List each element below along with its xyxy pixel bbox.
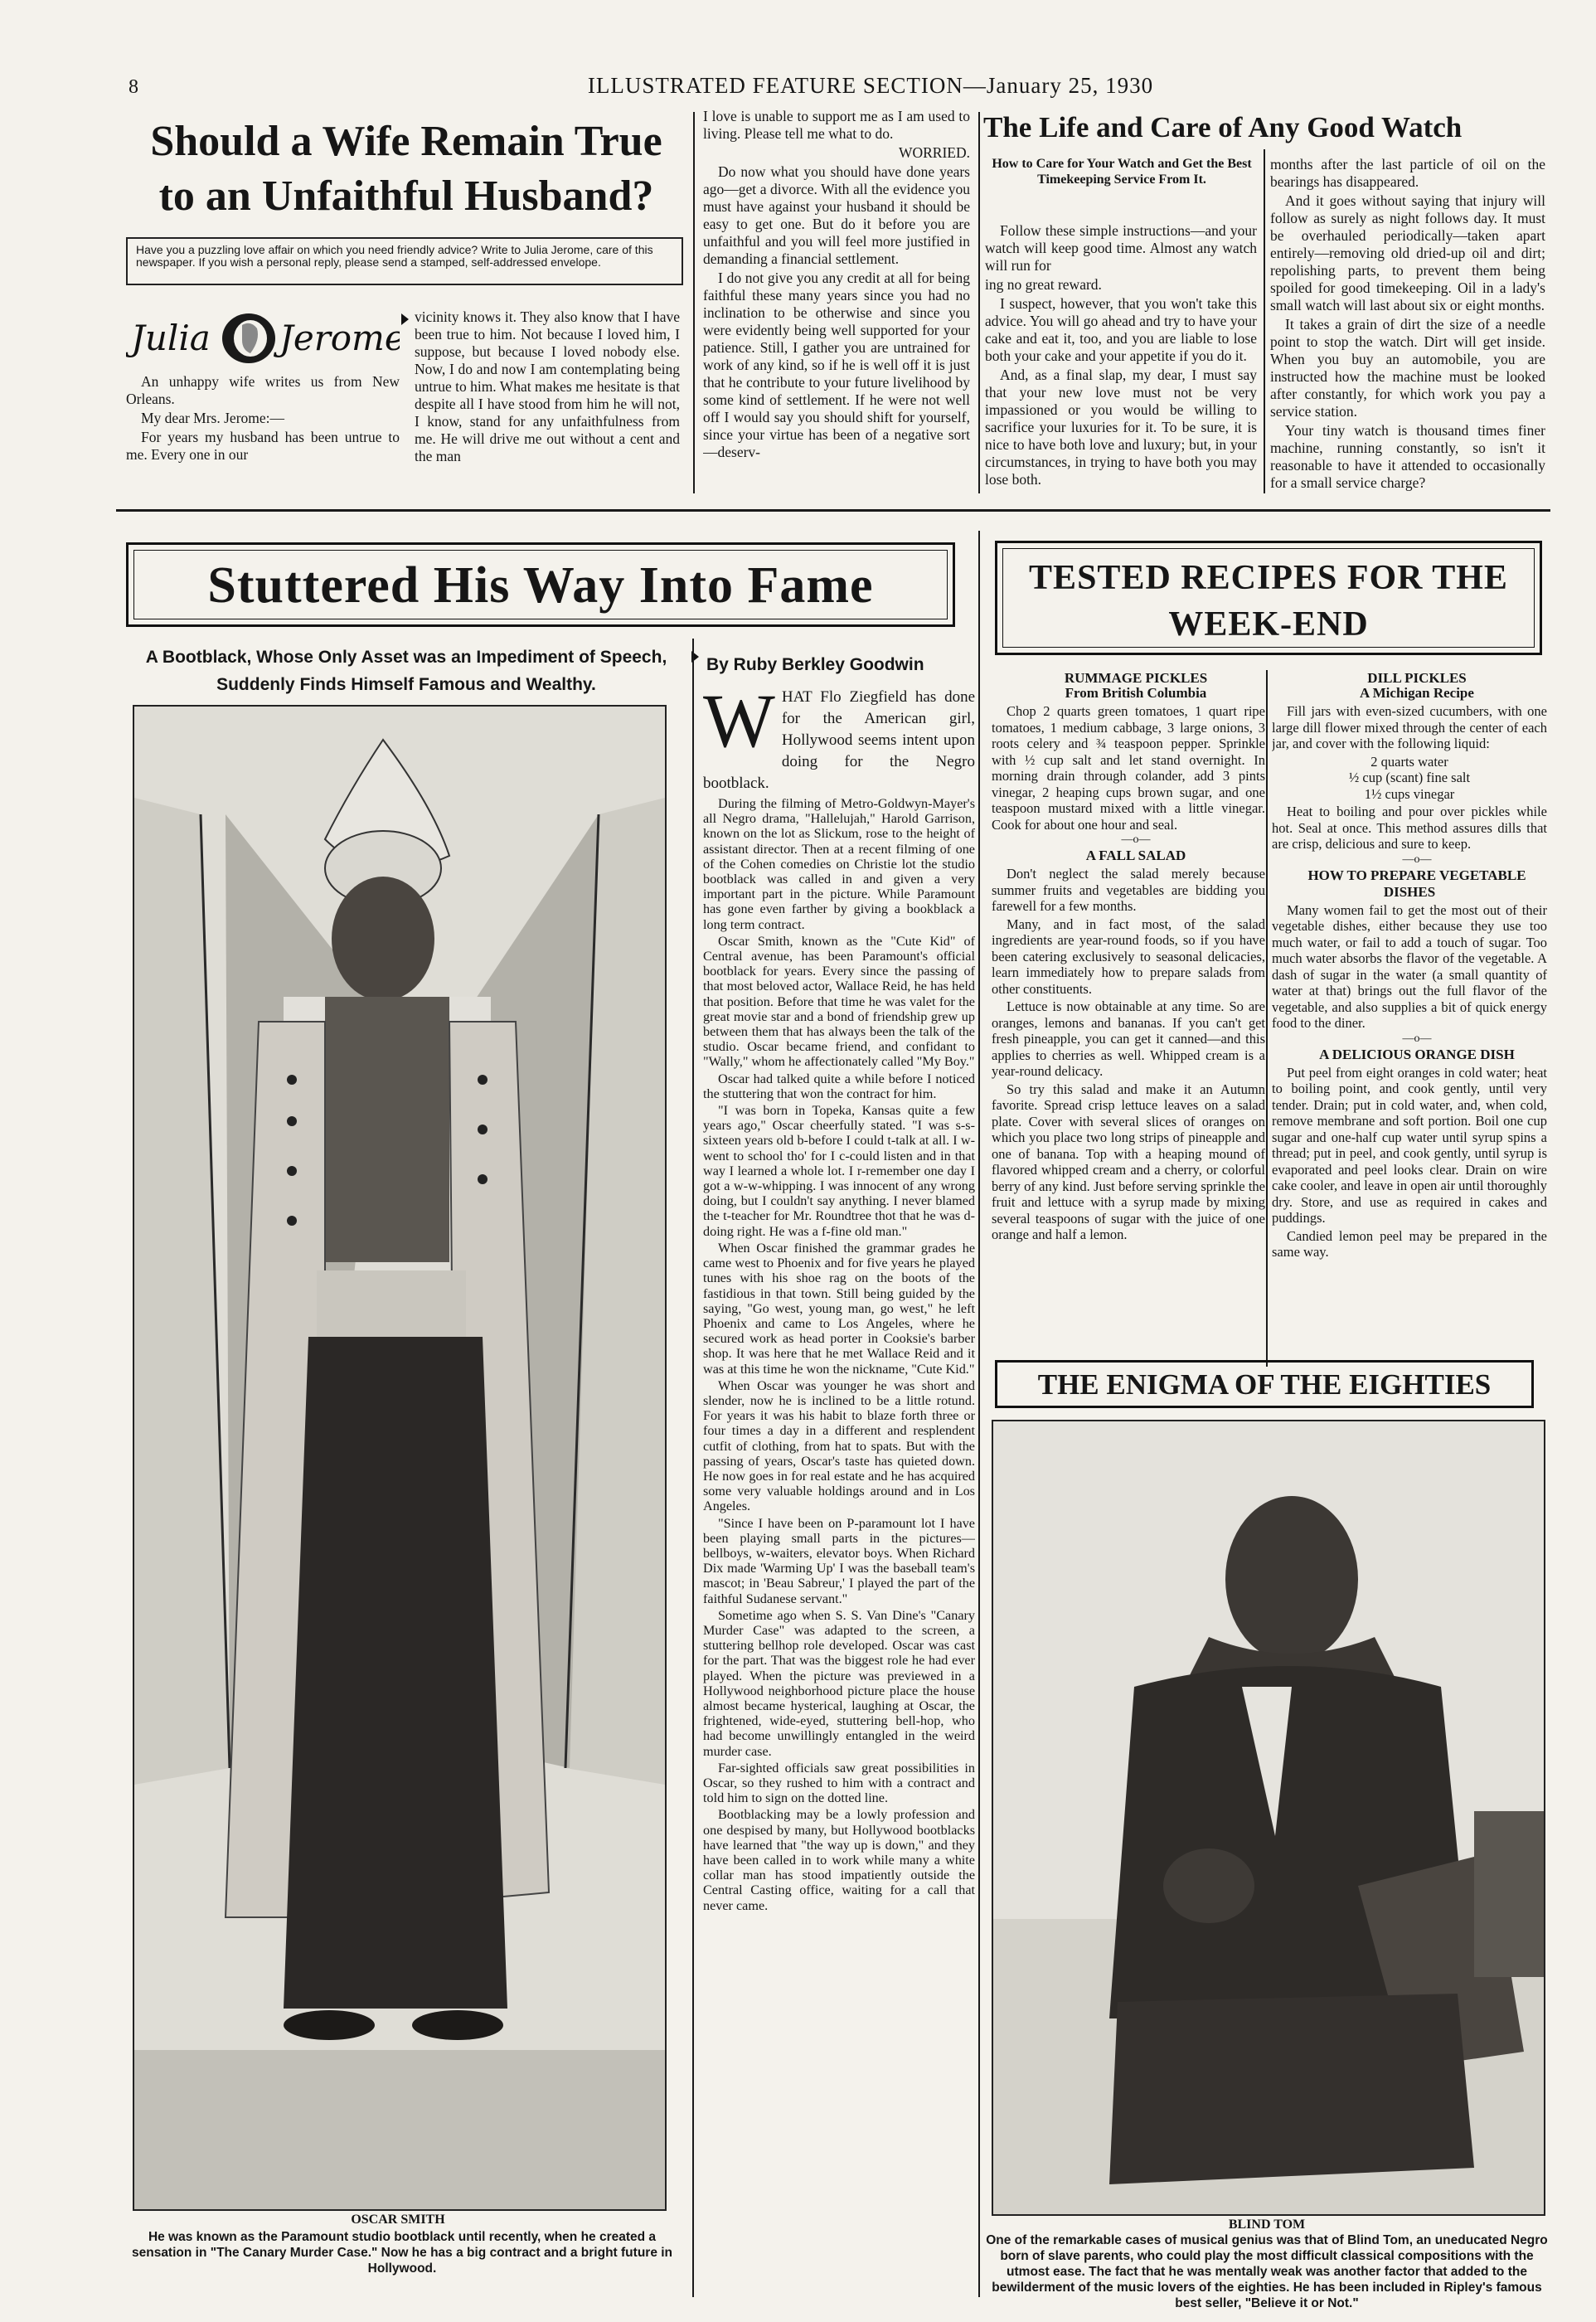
watch-subhead: How to Care for Your Watch and Get the Best Timekeeping Service From It. bbox=[992, 157, 1252, 187]
stutter-article bbox=[703, 687, 975, 2304]
advice-intro: Have you a puzzling love affair on which you need friendly advice? Write to Julia Jerome, care of this newspaper. If you wish a personal reply, please send a stamped, self-addressed envelope. bbox=[136, 243, 653, 269]
column-rule bbox=[1266, 670, 1268, 1367]
salad-title: A FALL SALAD bbox=[1085, 848, 1186, 863]
advice-col2 bbox=[415, 308, 680, 491]
stutter-lead: HAT Flo Ziegfield has done for the American girl, Hollywood seems intent upon doing for the Negro bootblack. bbox=[703, 688, 975, 792]
oscar-caption: He was known as the Paramount studio bootblack until recently, when he created a sensation in "The Canary Murder Case." Now he has a big contract and a bright future in Hollywood. bbox=[131, 2230, 673, 2276]
advice-bullet bbox=[401, 313, 409, 325]
dill-text: Fill jars with even-sized cucumbers, with one large dill flower mixed through the center of each jar, and cover with the following liquid: bbox=[1272, 703, 1547, 751]
watch-col2-p3: It takes a grain of dirt the size of a needle point to stop the watch. Dirt will get inside. When you buy an automobile, you are instructed how the machine must be looked after constantly, for which work you pay a service station. bbox=[1270, 316, 1545, 420]
advice-headline-line2: to an Unfaithful Husband? bbox=[158, 172, 654, 220]
column-rule bbox=[1264, 149, 1265, 493]
column-rule bbox=[693, 112, 695, 493]
watch-col2 bbox=[1270, 156, 1545, 494]
rummage-text: Chop 2 quarts green tomatoes, 1 quart ripe tomatoes, 1 medium cabbage, 3 large onions, 3 roots celery and ¾ teaspoon pepper. Sprinkle with ½ cup salt and let stand overnight. In morning drain through colander, add 3 pints vinegar, 2 heaping cups brown sugar, and one teaspoon mustard mixed with a little vinegar. Cook for about one hour and seal. bbox=[992, 703, 1265, 833]
advice-col3 bbox=[703, 108, 970, 494]
stutter-p7: "Since I have been on P-paramount lot I have been playing small parts in the pictures—bellboys, w-waiters, elevator boys. When Richard Dix made 'Warming Up' I was the baseball team's mascot; in 'Beau Sabreur,' I played the part of the faithful Sudanese servant." bbox=[703, 1515, 975, 1606]
advice-intro-box bbox=[126, 237, 683, 285]
advice-reply-p2: I do not give you any credit at all for being faithful these many years since you had no inclination to be otherwise and since you were evidently being well supported for your patience. Still, I gather you are untrained for work of any kind, so if he is well off it is just that he contribute to your future livelihood by some kind of settlement. If he were not well off I would say you should shift for yourself, since your virtue has been of a negative sort—deserv- bbox=[703, 270, 970, 460]
advice-headline-line1: Should a Wife Remain True bbox=[150, 118, 662, 165]
dill-subtitle: A Michigan Recipe bbox=[1360, 685, 1474, 701]
stutter-dropcap: W bbox=[703, 687, 775, 763]
watch-col1 bbox=[985, 222, 1257, 494]
section-header: ILLUSTRATED FEATURE SECTION—January 25, 1930 bbox=[587, 73, 1154, 98]
stutter-p1: During the filming of Metro-Goldwyn-Mayer's all Negro drama, "Hallelujah," Harold Garrison, known on the lot as Slickum, rose to the height of assistant director. Then at a recent filming of one of the Cohen comedies on Christie lot the studio bootblack was called in and given a very important part in the picture. While Paramount has gone even farther by giving a bookblack a long term contract. bbox=[703, 796, 975, 932]
stutter-p2: Oscar Smith, known as the "Cute Kid" of Central avenue, has been Paramount's official bootblack for years. Every since the passing of that most beloved actor, Wallace Reid, he has held that position. Before that time he was valet for the great movie star and a bond of friendship grew up between them that has always been the talk of the studio. Oscar became friend, and confidant to "Wally," whom he affectionately called "My Boy." bbox=[703, 933, 975, 1070]
orange-p1: Put peel from eight oranges in cold water; heat to boiling point, and cook gently, until very tender. Drain; put in cold water, and, when cold, remove membrane and soft portion. Boil one cup sugar and one-half cup water until syrup spins a thread; put in peel, and cook gently, until syrup is evaporated and peel looks clear. Drain on wire cake cooler, and leave in open air until thoroughly dry. Store, and use as required in cakes and puddings. bbox=[1272, 1064, 1547, 1226]
watch-col2-p2: And it goes without saying that injury will follow as surely as night follows day. It must be overhauled periodically—taken apart entirely—removing old dried-up oil and dirt; repolishing parts, to prevent them being spoiled for good timekeeping. Oil in a lady's small watch will last about six or eight months. bbox=[1270, 192, 1545, 313]
svg-text:Julia: Julia bbox=[131, 318, 211, 358]
dill-text2: Heat to boiling and pour over pickles while hot. Seal at once. This method assures dills that are crisp, delicious and sure to keep. bbox=[1272, 804, 1547, 852]
watch-col1-p2: ing no great reward. bbox=[985, 276, 1102, 293]
watch-col1-p4: And, as a final slap, my dear, I must say that your new love must not be very impassioned or you would be willing to sacrifice your luxuries for it. To be sure, it is nice to have both love and luxury; but, in your circumstances, in trying to have both you may lose both. bbox=[985, 367, 1257, 488]
orange-title: A DELICIOUS ORANGE DISH bbox=[1319, 1046, 1515, 1062]
dill-list-3: 1½ cups vinegar bbox=[1364, 785, 1455, 802]
stutter-p9: Far-sighted officials saw great possibilities in Oscar, so they rushed to him with a contract and told him to sign on the dotted line. bbox=[703, 1760, 975, 1806]
svg-text:Jerome: Jerome bbox=[279, 318, 400, 358]
dill-list-1: 2 quarts water bbox=[1370, 753, 1448, 770]
salad-p4: So try this salad and make it an Autumn favorite. Spread crisp lettuce leaves on a salad plate. Cover with several slices of oranges on which you place two long strips of pineapple and one of banana. Top with a heaping mound of flavored whipped cream and a cherry, or colorful berry of any kind. Just before serving sprinkle the fruit and lettuce with a syrup made by mixing several teaspoons of sugar with the juice of one orange and half a lemon. bbox=[992, 1081, 1265, 1242]
page-number: 8 bbox=[129, 76, 138, 98]
recipes-col2 bbox=[1272, 670, 1547, 1367]
horizontal-rule bbox=[116, 509, 1550, 512]
stutter-p4: "I was born in Topeka, Kansas quite a few years ago," Oscar cheerfully stated. "I was s-s-sixteen years old b-before I could t-talk at all. I w-went to school tho' for I c-could listen and in that way I learned a whole lot. I r-remember one day I got a w-w-whipping. I was innocent of any wrong doing, but I couldn't say anything. I never blamed the t-teacher for Mr. Roundtree thot that he was d-doing right. He was a f-fine old man." bbox=[703, 1103, 975, 1239]
blind-tom-photo bbox=[992, 1420, 1545, 2216]
stutter-p3: Oscar had talked quite a while before I noticed the stuttering that won the contract for him. bbox=[703, 1071, 975, 1101]
watch-headline: The Life and Care of Any Good Watch bbox=[983, 111, 1463, 143]
stutter-p8: Sometime ago when S. S. Van Dine's "Canary Murder Case" was adapted to the screen, a stuttering bellhop role developed. Oscar was cast for the part. That was the biggest role he had ever played. When the picture was previewed in a Hollywood neighborhood picture place the house almost became hysterical, laughing at Oscar, the frightened, wide-eyed, stuttering bell-hop, who had become unwillingly entangled in the weird murder case. bbox=[703, 1607, 975, 1759]
blind-tom-caption-title: BLIND TOM bbox=[1228, 2218, 1306, 2232]
recipes-headline-line2: WEEK-END bbox=[1168, 605, 1369, 644]
veg-title: HOW TO PREPARE VEGETABLE DISHES bbox=[1307, 867, 1526, 900]
stutter-p6: When Oscar was younger he was short and slender, now he is inclined to be a little rotund. For years it was his habit to blaze forth three or four times a day in a different and resplendent cutfit of clothing, from hat to spats. But with the passing of years, Oscar's taste has quieted down. He now goes in for real estate and he has acquired some very valuable holdings around and in Los Angeles. bbox=[703, 1377, 975, 1514]
watch-col2-p4: Your tiny watch is thousand times finer machine, running constantly, so isn't it reasonable to have it attended to occasionally for a small service charge? bbox=[1270, 422, 1545, 491]
enigma-headline-box bbox=[995, 1360, 1534, 1408]
dill-title: DILL PICKLES bbox=[1367, 670, 1467, 686]
recipe-separator: —o— bbox=[1402, 853, 1432, 866]
stutter-headline: Stuttered His Way Into Fame bbox=[207, 557, 874, 614]
advice-col1-p1: An unhappy wife writes us from New Orleans. bbox=[126, 373, 400, 407]
salad-p2: Many, and in fact most, of the salad ingredients are year-round foods, so if you have been catering exclusively to seasonal delicacies, learn immediately how to prepare salads from other constituents. bbox=[992, 916, 1265, 997]
advice-col2-text: vicinity knows it. They also know that I have been true to him. Not because I loved him, I suppose, but because I loved nobody else. Now, I do and now I am contemplating being untrue to him. What makes me hesitate is that despite all I have stood from him he will not, I know, stand for any unfaithfulness from me. He will drive me out without a cent and the man bbox=[415, 308, 680, 464]
recipe-separator: —o— bbox=[1121, 833, 1151, 846]
watch-col1-p3: I suspect, however, that you won't take this advice. You will go ahead and try to have your cake and eat it, too, and you are liable to lose both your cake and your appetite if you do it. bbox=[985, 295, 1257, 364]
dill-list-2: ½ cup (scant) fine salt bbox=[1348, 770, 1471, 785]
advice-signature: WORRIED. bbox=[898, 144, 970, 161]
stutter-p10: Bootblacking may be a lowly profession and one despised by many, but Hollywood bootblacks have learned that "the way up is down," and they have been called in to work while many a white collar man has stood impatiently outside the Central Casting office, waiting for a call that never came. bbox=[703, 1807, 975, 1913]
oscar-smith-photo bbox=[133, 705, 667, 2211]
recipes-col1 bbox=[992, 670, 1265, 1367]
advice-reply-p1: Do now what you should have done years ago—get a divorce. With all the evidence you must have against your husband it should be easy to get one. But do it before you are unfaithful and you will feel more justified in demanding a financial settlement. bbox=[703, 163, 970, 267]
column-rule bbox=[978, 112, 980, 493]
veg-text: Many women fail to get the most out of their vegetable dishes, either because they use too much water, or fail to add a touch of sugar. Too much water absorbs the flavor of the vegetable. A dash of sugar in the water (a small quantity of water at that) brings out the full flavor of the vegetable, and also supplies a bit of quick energy food to the diner. bbox=[1272, 901, 1547, 1031]
column-rule bbox=[692, 639, 694, 2297]
enigma-headline: THE ENIGMA OF THE EIGHTIES bbox=[1037, 1368, 1492, 1401]
stutter-p5: When Oscar finished the grammar grades he came west to Phoenix and for five years he played tunes with his shoe rag on the boots of the fastidious in that town. Still being guided by the saying, "Go west, young man, go west," he left Phoenix and came to Los Angeles, where he secured work as head porter in Cooksie's barber shop. It was here that he met Wallace Reid and it was at this time he won the nickname, "Cute Kid." bbox=[703, 1240, 975, 1377]
blind-tom-caption: One of the remarkable cases of musical genius was that of Blind Tom, an uneducated Negro born of slave parents, who could play the most difficult classical compositions with the utmost ease. The fact that he was mentally weak was another factor that added to the bewilderment of the music lovers of the eighties. He has been included in Ripley's famous best seller, "Believe it or Not." bbox=[986, 2233, 1548, 2310]
salad-p3: Lettuce is now obtainable at any time. So are oranges, lemons and bananas. If you can't get fresh pineapple, you can get it canned—and this applies to cherries as well. Whipped cream is a year-round delicacy. bbox=[992, 998, 1265, 1079]
advice-col1 bbox=[126, 373, 400, 489]
advice-letter-end: I love is unable to support me as I am used to living. Please tell me what to do. bbox=[703, 108, 970, 142]
oscar-caption-title: OSCAR SMITH bbox=[351, 2213, 445, 2227]
rummage-subtitle: From British Columbia bbox=[1065, 685, 1207, 701]
stutter-headline-box bbox=[126, 542, 955, 627]
stutter-deck: A Bootblack, Whose Only Asset was an Impediment of Speech, Suddenly Finds Himself Famous and Wealthy. bbox=[145, 648, 667, 694]
advice-col1-p2: My dear Mrs. Jerome:— bbox=[141, 410, 285, 426]
column-rule bbox=[978, 531, 980, 2297]
watch-col2-p1: months after the last particle of oil on the bearings has disappeared. bbox=[1270, 156, 1545, 190]
rummage-title: RUMMAGE PICKLES bbox=[1064, 670, 1208, 686]
advice-col1-p3: For years my husband has been untrue to me. Every one in our bbox=[126, 429, 400, 463]
advice-headline bbox=[116, 114, 696, 224]
julia-jerome-logo bbox=[126, 308, 400, 367]
recipes-headline-line1: TESTED RECIPES FOR THE bbox=[1029, 559, 1508, 597]
recipe-separator: —o— bbox=[1402, 1032, 1432, 1045]
stutter-byline: By Ruby Berkley Goodwin bbox=[706, 655, 924, 674]
salad-p1: Don't neglect the salad merely because summer fruits and vegetables are bidding you farewell for a few months. bbox=[992, 866, 1265, 914]
recipes-headline-box bbox=[995, 541, 1542, 655]
watch-col1-p1: Follow these simple instructions—and your watch will keep good time. Almost any watch will run for bbox=[985, 222, 1257, 274]
orange-p2: Candied lemon peel may be prepared in the same way. bbox=[1272, 1227, 1547, 1260]
